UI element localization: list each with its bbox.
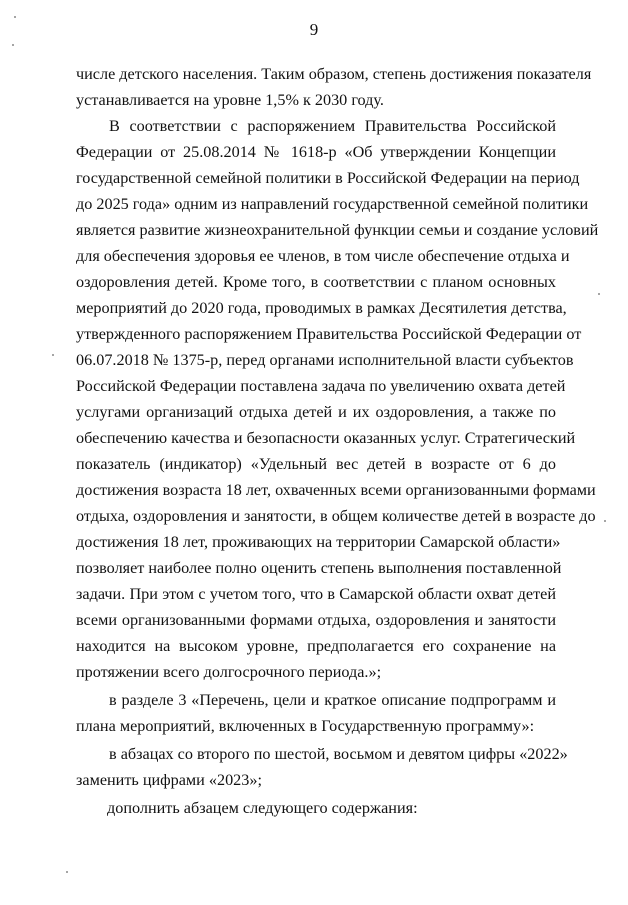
text-line: заменить цифрами «2023»;	[76, 771, 262, 789]
text-line: в разделе 3 «Перечень, цели и краткое описание подпрограмм и	[109, 691, 556, 709]
text-line: устанавливается на уровне 1,5% к 2030 году.	[76, 91, 384, 109]
text-line: для обеспечения здоровья ее членов, в том числе обеспечение отдыха и	[76, 247, 570, 265]
text-line: отдыха, оздоровления и занятости, в общем количестве детей в возрасте до	[76, 507, 596, 525]
scan-speck	[604, 520, 606, 522]
text-line: В соответствии с распоряжением Правительства Российской	[109, 117, 556, 135]
scan-speck	[66, 871, 68, 873]
text-line: государственной семейной политики в Российской Федерации на период	[76, 169, 580, 187]
text-line: числе детского населения. Таким образом, степень достижения показателя	[76, 65, 592, 83]
text-line: плана мероприятий, включенных в Государственную программу»:	[76, 717, 535, 735]
text-line: Федерации от 25.08.2014 № 1618-р «Об утверждении Концепции	[76, 143, 556, 161]
text-line: 06.07.2018 № 1375-р, перед органами исполнительной власти субъектов	[76, 351, 574, 369]
text-line: находится на высоком уровне, предполагается его сохранение на	[76, 637, 556, 655]
text-line: задачи. При этом с учетом того, что в Самарской области охват детей	[76, 585, 556, 603]
text-line: услугами организаций отдыха детей и их оздоровления, а также по	[76, 403, 556, 421]
text-line: до 2025 года» одним из направлений государственной семейной политики	[76, 195, 589, 213]
text-line: Российской Федерации поставлена задача по увеличению охвата детей	[76, 377, 566, 395]
scan-speck	[14, 16, 16, 18]
text-line: позволяет наиболее полно оценить степень выполнения поставленной	[76, 559, 562, 577]
page-number: 9	[309, 20, 319, 39]
text-line: мероприятий до 2020 года, проводимых в рамках Десятилетия детства,	[76, 299, 567, 317]
text-line: показатель (индикатор) «Удельный вес детей в возрасте от 6 до	[76, 455, 556, 473]
text-line: является развитие жизнеохранительной функции семьи и создание условий	[76, 221, 599, 239]
text-line: достижения 18 лет, проживающих на территории Самарской области»	[76, 533, 561, 551]
text-line: утвержденного распоряжением Правительства Российской Федерации от	[76, 325, 582, 343]
text-line: в абзацах со второго по шестой, восьмом и девятом цифры «2022»	[109, 745, 568, 763]
text-line: протяжении всего долгосрочного периода.»;	[76, 663, 382, 681]
text-line: обеспечению качества и безопасности оказанных услуг. Стратегический	[76, 429, 576, 447]
scan-speck	[52, 354, 54, 356]
scan-speck	[598, 293, 600, 295]
text-line: достижения возраста 18 лет, охваченных всеми организованными формами	[76, 481, 596, 499]
text-line: всеми организованными формами отдыха, оздоровления и занятости	[76, 611, 556, 629]
text-line: дополнить абзацем следующего содержания:	[107, 799, 418, 817]
text-line: оздоровления детей. Кроме того, в соответствии с планом основных	[76, 273, 556, 291]
scan-speck	[12, 44, 14, 46]
